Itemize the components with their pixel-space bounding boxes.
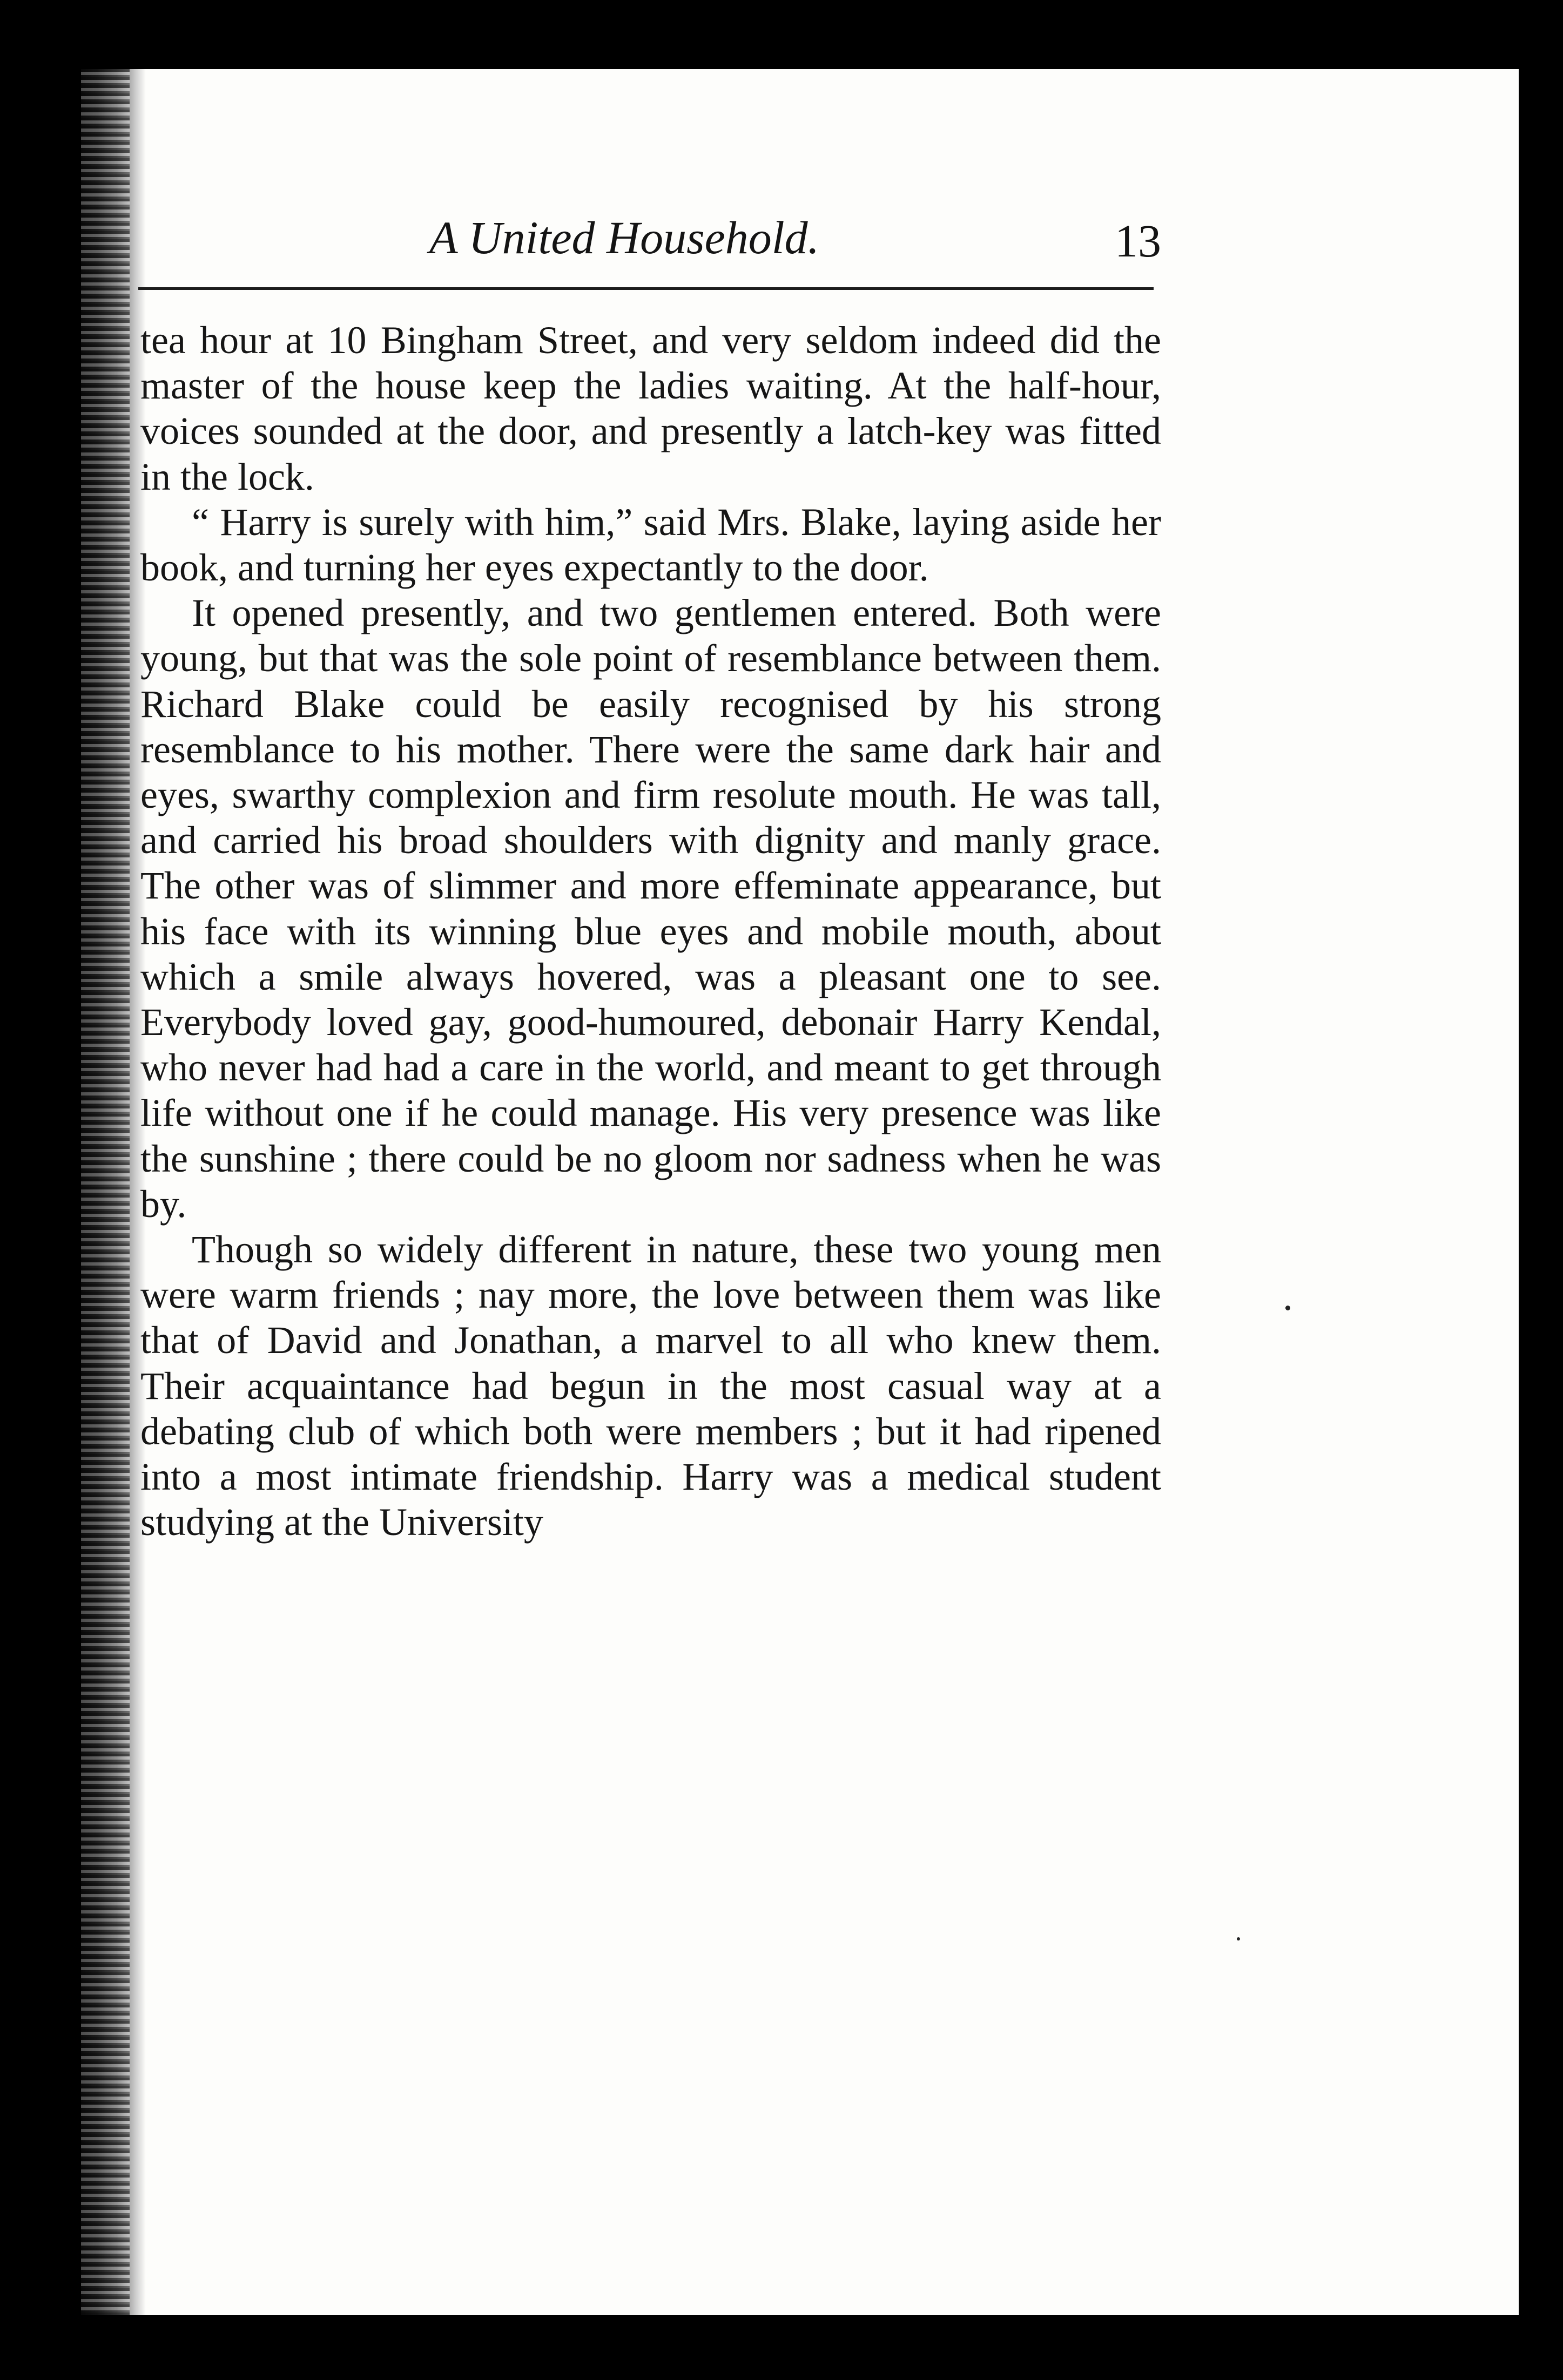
body-text — [140, 317, 1161, 1545]
header-rule — [138, 287, 1154, 290]
running-title: A United Household. — [429, 212, 820, 263]
paragraph: tea hour at 10 Bingham Street, and very seldom indeed did the master of the house keep the ladies waiting. At the half-hour, voices sounded at the door, and presently a latch-key was fitted in the lock. — [140, 319, 1161, 498]
scan-top-border — [0, 0, 1563, 69]
scan-bottom-border — [0, 2315, 1563, 2380]
ink-speck — [1237, 1937, 1240, 1940]
ink-speck — [1285, 1306, 1290, 1310]
page-number: 13 — [1115, 215, 1161, 267]
page-binding-edge — [81, 69, 146, 2315]
running-head — [135, 211, 1161, 297]
paragraph: Though so widely different in nature, these two young men were warm friends ; nay more, the love between them was like that of David and Jonathan, a marvel to all who knew them. Their acquaintance had begun in the most casual way at a debating club of which both were members ; but it had ripened into a most intimate friendship. Harry was a medical student studying at the University — [140, 1228, 1161, 1544]
paragraph: It opened presently, and two gentlemen entered. Both were young, but that was the sole point of resemblance between them. Richard Blake could be easily recognised by his strong resemblance to his mother. There were the same dark hair and eyes, swarthy complexion and firm resolute mouth. He was tall, and carried his broad shoulders with dignity and manly grace. The other was of slimmer and more effeminate appearance, but his face with its winning blue eyes and mobile mouth, about which a smile always hovered, was a pleasant one to see. Everybody loved gay, good-humoured, debonair Harry Kendal, who never had had a care in the world, and meant to get through life without one if he could manage. His very presence was like the sunshine ; there could be no gloom nor sadness when he was by. — [140, 591, 1161, 1226]
paragraph: “ Harry is surely with him,” said Mrs. Blake, laying aside her book, and turning her eyes expectantly to the door. — [140, 500, 1161, 590]
